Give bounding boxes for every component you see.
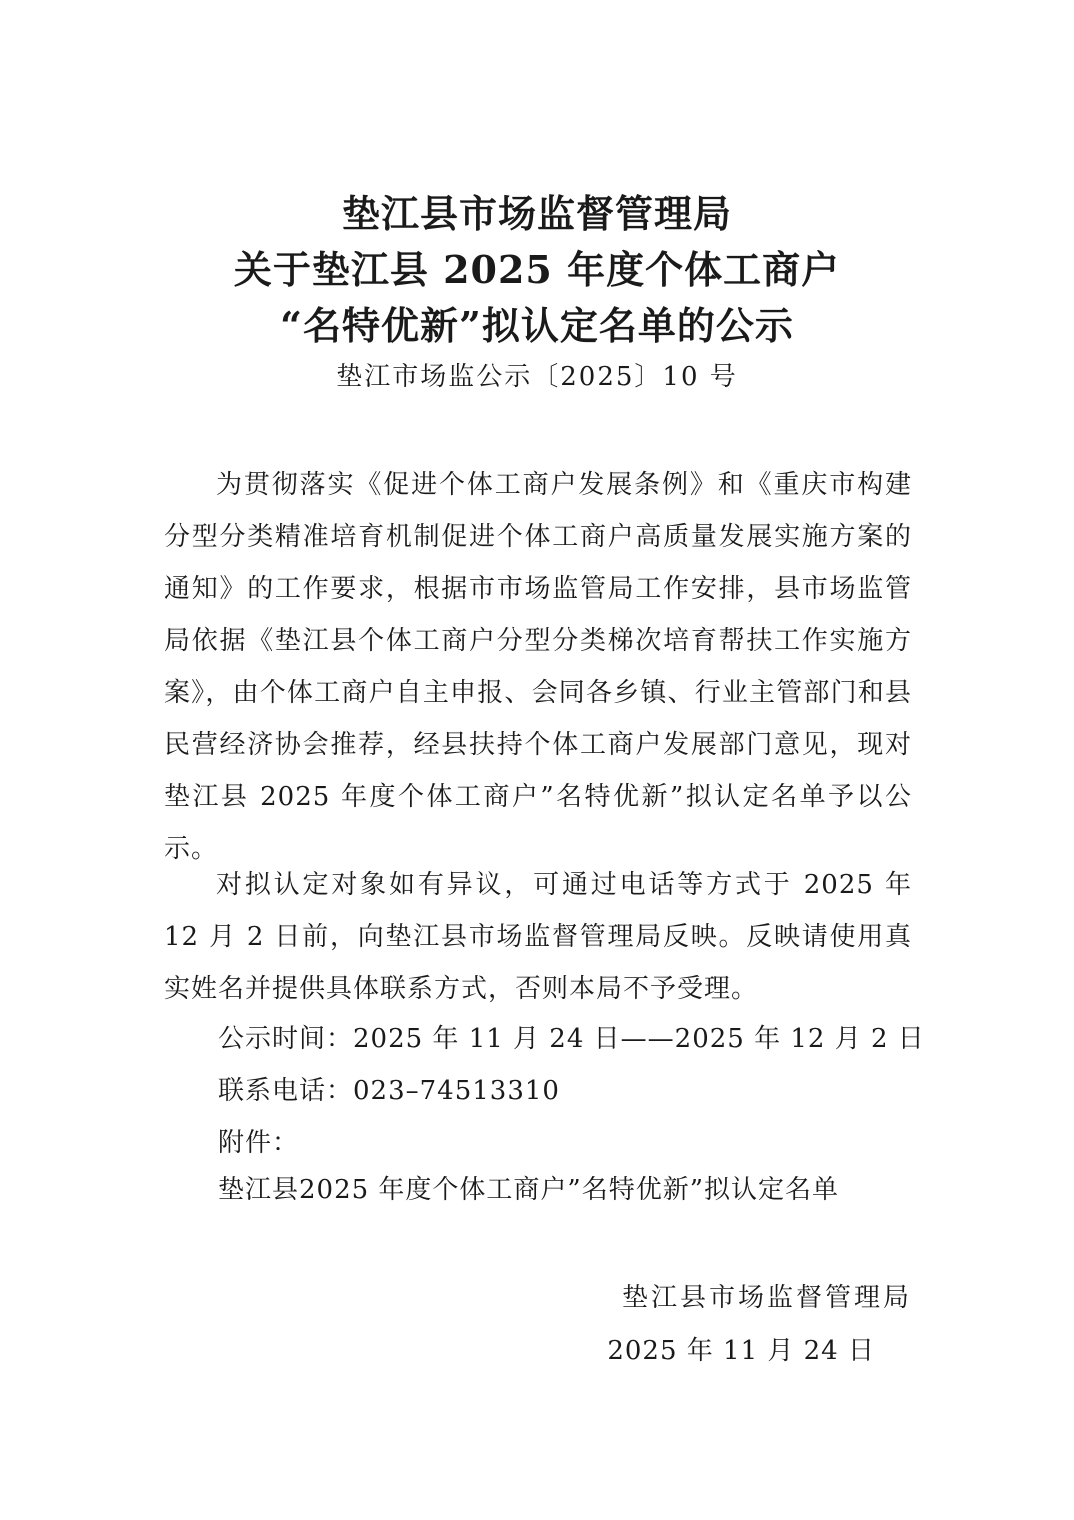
publicity-time: 公示时间：2025 年 11 月 24 日——2025 年 12 月 2 日 (218, 1024, 925, 1054)
body-paragraph-2: 对拟认定对象如有异议，可通过电话等方式于 2025 年 12 月 2 日前，向垫江县市场监督管理局反映。反映请使用真实姓名并提供具体联系方式，否则本局不予受理。 (164, 870, 912, 1004)
contact-phone: 联系电话：023–74513310 (218, 1076, 560, 1106)
issuer-signature: 垫江县市场监督管理局 (621, 1283, 912, 1313)
attachment-label: 附件： (218, 1128, 300, 1158)
title-line-2: 关于垫江县 2025 年度个体工商户 (233, 247, 841, 292)
title-line-1: 垫江县市场监督管理局 (341, 191, 732, 236)
document-title (0, 186, 1074, 354)
attachment-item: 垫江县2025 年度个体工商户”名特优新”拟认定名单 (218, 1175, 840, 1205)
title-line-3: “名特优新”拟认定名单的公示 (280, 303, 794, 348)
document-number: 垫江市场监公示〔2025〕10 号 (336, 362, 738, 392)
body-paragraph-1: 为贯彻落实《促进个体工商户发展条例》和《重庆市构建分型分类精准培育机制促进个体工商户高质量发展实施方案的通知》的工作要求，根据市市场监管局工作安排，县市场监管局依据《垫江县个体工商户分型分类梯次培育帮扶工作实施方案》，由个体工商户自主申报、会同各乡镇、行业主管部门和县民营经济协会推荐，经县扶持个体工商户发展部门意见，现对垫江县 2025 年度个体工商户”名特优新”拟认定名单予以公示。 (164, 470, 912, 864)
issue-date: 2025 年 11 月 24 日 (607, 1336, 875, 1366)
